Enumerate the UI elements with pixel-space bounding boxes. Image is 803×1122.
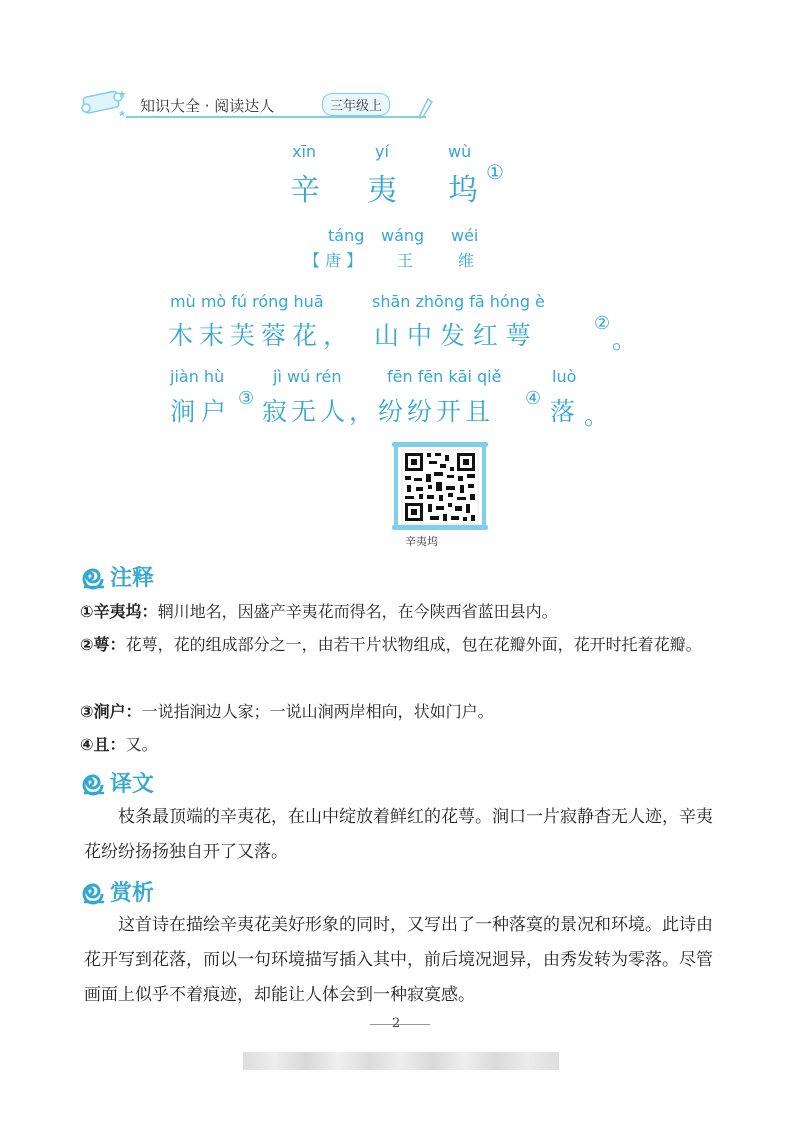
- line1-text-a: 木末芙蓉花，: [168, 321, 355, 350]
- note-num: ④: [80, 735, 94, 754]
- appreciation-text: 这首诗在描绘辛夷花美好形象的同时，又写出了一种落寞的景况和环境。此诗由花开写到花落，而以一句环境描写插入其中，前后境况迥异，由秀发转为零落。尽管画面上似乎不着痕迹，却能让人体会到一种寂寞感。: [84, 915, 713, 1005]
- qr-code-icon[interactable]: [390, 440, 490, 532]
- note-term: 且：: [93, 735, 126, 754]
- scroll-icon: [78, 88, 126, 118]
- note-term: 萼：: [93, 635, 126, 654]
- translation-heading: [80, 767, 154, 798]
- title-footnote-marker: ①: [486, 160, 504, 184]
- note-item-2: [80, 629, 730, 661]
- line1-pinyin-b: shān zhōng fā hóng è: [372, 292, 545, 311]
- page-number: 2: [392, 1016, 401, 1031]
- note-text: 花萼，花的组成部分之一，由若干片状物组成，包在花瓣外面，花开时托着花瓣。: [125, 635, 702, 654]
- note-text: 又。: [125, 735, 158, 754]
- notes-heading: [80, 561, 154, 592]
- note-term: 辛夷坞：: [93, 602, 158, 621]
- title-pinyin-3: wù: [448, 142, 472, 161]
- line1-footnote-marker: ②: [594, 313, 611, 334]
- title-char-2: 夷: [367, 173, 397, 208]
- line2-text-b: 寂无人，纷纷开且: [262, 397, 495, 426]
- note-item-3: [80, 696, 730, 728]
- line2-pinyin-d: luò: [552, 367, 577, 386]
- line2-footnote-marker-b: ④: [525, 388, 542, 409]
- line2-end: 。: [584, 401, 610, 430]
- author-pinyin-1: táng: [328, 226, 365, 245]
- note-num: ③: [80, 702, 94, 721]
- author-dynasty: 【 唐 】: [304, 251, 363, 270]
- appreciation-heading-text: 赏析: [110, 881, 155, 906]
- line1-pinyin-a: mù mò fú róng huā: [170, 292, 324, 311]
- author-pinyin-2: wáng: [381, 226, 425, 245]
- grade-badge: 三年级上: [322, 93, 390, 116]
- title-pinyin-1: xīn: [292, 142, 317, 161]
- swirl-icon: [80, 883, 106, 905]
- translation-heading-text: 译文: [110, 772, 155, 797]
- note-text: 一说指涧边人家；一说山涧两岸相向，状如门户。: [141, 702, 494, 721]
- title-pinyin-2: yí: [375, 142, 389, 161]
- swirl-icon: [80, 568, 106, 590]
- pen-icon: [418, 98, 434, 120]
- line2-pinyin-a: jiàn hù: [170, 367, 225, 386]
- qr-caption: 辛夷坞: [405, 535, 438, 548]
- line1-text-b: 山 中 发 红 萼: [374, 321, 531, 350]
- line2-footnote-marker-a: ③: [238, 388, 255, 409]
- line1-end: 。: [612, 325, 638, 354]
- author-name-2: 维: [458, 251, 475, 270]
- note-item-1: [80, 596, 730, 628]
- appreciation-heading: [80, 876, 154, 907]
- line2-pinyin-b: jì wú rén: [273, 367, 342, 386]
- author-pinyin-3: wéi: [451, 226, 479, 245]
- note-term: 涧户：: [93, 702, 142, 721]
- header-divider: [126, 116, 426, 118]
- swirl-icon: [80, 774, 106, 796]
- line2-text-c: 落: [550, 397, 576, 426]
- note-num: ①: [80, 602, 94, 621]
- note-item-4: [80, 729, 730, 761]
- notes-heading-text: 注释: [110, 566, 155, 591]
- header-title: 知识大全 · 阅读达人: [140, 97, 275, 115]
- note-num: ②: [80, 635, 94, 654]
- line2-text-a: 涧户: [170, 397, 233, 426]
- title-char-3: 坞: [448, 173, 478, 208]
- translation-text: 枝条最顶端的辛夷花，在山中绽放着鲜红的花萼。涧口一片寂静杳无人迹，辛夷花纷纷扬扬独自开了又落。: [84, 807, 713, 862]
- note-text: 辋川地名，因盛产辛夷花而得名，在今陕西省蓝田县内。: [157, 602, 558, 621]
- footer-watermark-bar: [243, 1052, 559, 1070]
- title-char-1: 辛: [290, 173, 320, 208]
- line2-pinyin-c: fēn fēn kāi qiě: [387, 367, 502, 386]
- author-name-1: 王: [397, 251, 414, 270]
- page-header: [78, 84, 438, 122]
